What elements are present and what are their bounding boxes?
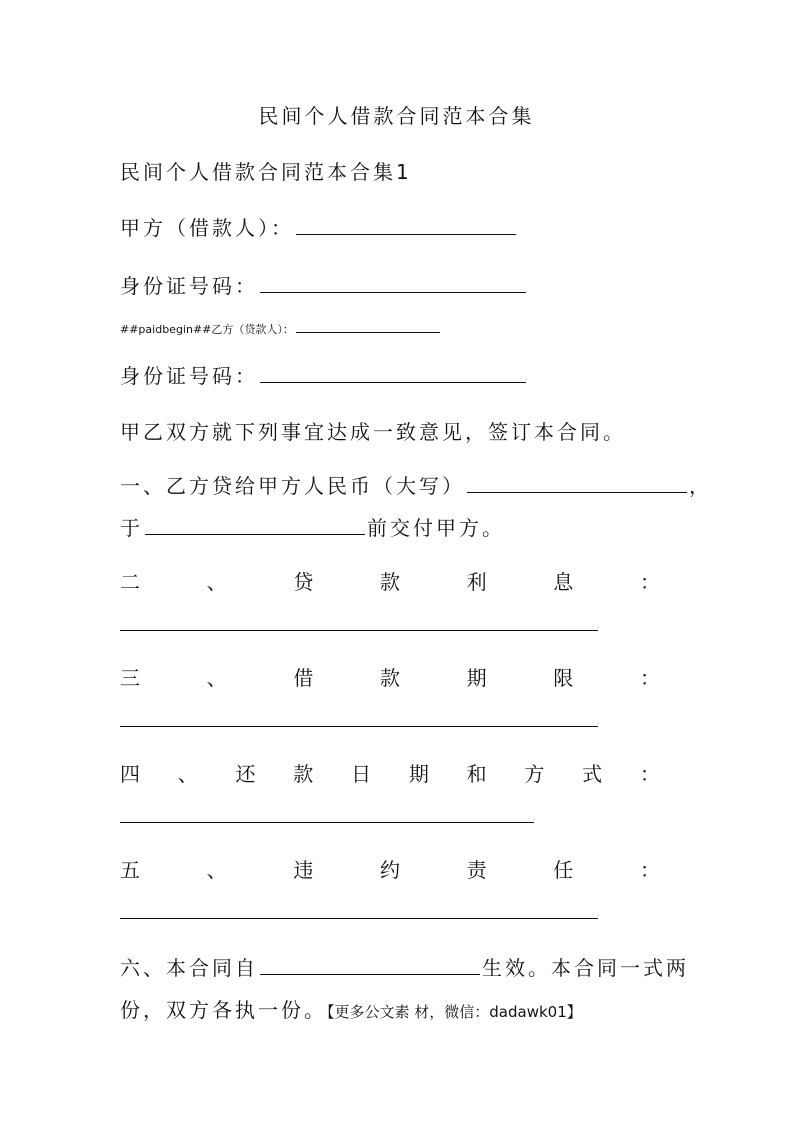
clause-4-char: 款 xyxy=(293,762,314,786)
clause-4-char: 期 xyxy=(408,762,429,786)
clause-6-suffix: 生效。本合同一式两 xyxy=(482,956,689,980)
footer-note: 【更多公文素 材，微信：dadawk01】 xyxy=(327,1003,582,1021)
clause-4-char: 四 xyxy=(120,762,140,786)
id-blank-a xyxy=(260,274,526,293)
clause-4-char: 日 xyxy=(351,762,372,786)
party-a-label: 甲方（借款人）： xyxy=(120,216,294,240)
agreement-intro: 甲乙双方就下列事宜达成一致意见，签订本合同。 xyxy=(120,420,626,444)
clause-2-char: ： xyxy=(639,570,660,594)
clause-2-char: 二 xyxy=(120,570,140,594)
id-number-row-a xyxy=(120,272,528,300)
clause-3-char: 款 xyxy=(379,666,400,690)
clause-5-char: ： xyxy=(639,858,660,882)
clause-3-char: 限 xyxy=(553,666,574,690)
party-a-row xyxy=(120,214,518,242)
clause-3-blank xyxy=(120,726,598,727)
clause-2-char: 利 xyxy=(466,570,487,594)
party-a-blank xyxy=(296,216,516,235)
clause-4-heading xyxy=(120,760,660,788)
party-b-blank xyxy=(296,322,440,333)
clause-4-char: 、 xyxy=(177,762,198,786)
id-label-b: 身份证号码： xyxy=(120,364,258,388)
clause-2-char: 、 xyxy=(206,570,227,594)
clause-6-line-2 xyxy=(120,996,582,1026)
id-label-a: 身份证号码： xyxy=(120,274,258,298)
clause-5-blank xyxy=(120,918,598,919)
clause-2-char: 息 xyxy=(553,570,574,594)
clause-2-char: 款 xyxy=(379,570,400,594)
clause-5-char: 约 xyxy=(379,858,400,882)
clause-3-char: 、 xyxy=(206,666,227,690)
clause-1-suffix: 前交付甲方。 xyxy=(367,516,505,540)
id-blank-b xyxy=(260,364,526,383)
clause-4-char: ： xyxy=(639,762,660,786)
clause-4-char: 方 xyxy=(524,762,545,786)
clause-5-char: 五 xyxy=(120,858,140,882)
document-subtitle: 民间个人借款合同范本合集1 xyxy=(120,160,412,184)
clause-1-text: 一、乙方贷给甲方人民币（大写） xyxy=(120,474,465,498)
clause-6-line-1 xyxy=(120,954,689,982)
clause-1-prefix: 于 xyxy=(120,516,143,540)
clause-4-char: 式 xyxy=(582,762,603,786)
clause-1-date-blank xyxy=(145,516,365,535)
clause-3-char: ： xyxy=(639,666,660,690)
clause-3-char: 期 xyxy=(466,666,487,690)
clause-2-heading xyxy=(120,568,660,596)
party-b-label: ##paidbegin##乙方（贷款人）： xyxy=(120,323,294,336)
clause-5-heading xyxy=(120,856,660,884)
clause-3-char: 借 xyxy=(293,666,314,690)
document-title: 民间个人借款合同范本合集 xyxy=(258,104,535,128)
clause-2-blank xyxy=(120,630,598,631)
clause-6-continuation: 份，双方各执一份。 xyxy=(120,998,327,1022)
id-number-row-b xyxy=(120,362,528,390)
clause-3-char: 三 xyxy=(120,666,140,690)
clause-5-char: 任 xyxy=(553,858,574,882)
clause-1-comma: ， xyxy=(689,474,712,498)
clause-1-amount-blank xyxy=(467,474,687,493)
clause-4-char: 还 xyxy=(235,762,256,786)
clause-3-heading xyxy=(120,664,660,692)
clause-6-date-blank xyxy=(260,956,480,975)
clause-4-char: 和 xyxy=(466,762,487,786)
clause-2-char: 贷 xyxy=(293,570,314,594)
clause-1-line-1 xyxy=(120,472,712,500)
clause-5-char: 、 xyxy=(206,858,227,882)
clause-5-char: 违 xyxy=(293,858,314,882)
clause-1-line-2 xyxy=(120,514,505,542)
clause-4-blank xyxy=(120,822,534,823)
party-b-row xyxy=(120,322,442,338)
clause-5-char: 责 xyxy=(466,858,487,882)
clause-6-prefix: 六、本合同自 xyxy=(120,956,258,980)
